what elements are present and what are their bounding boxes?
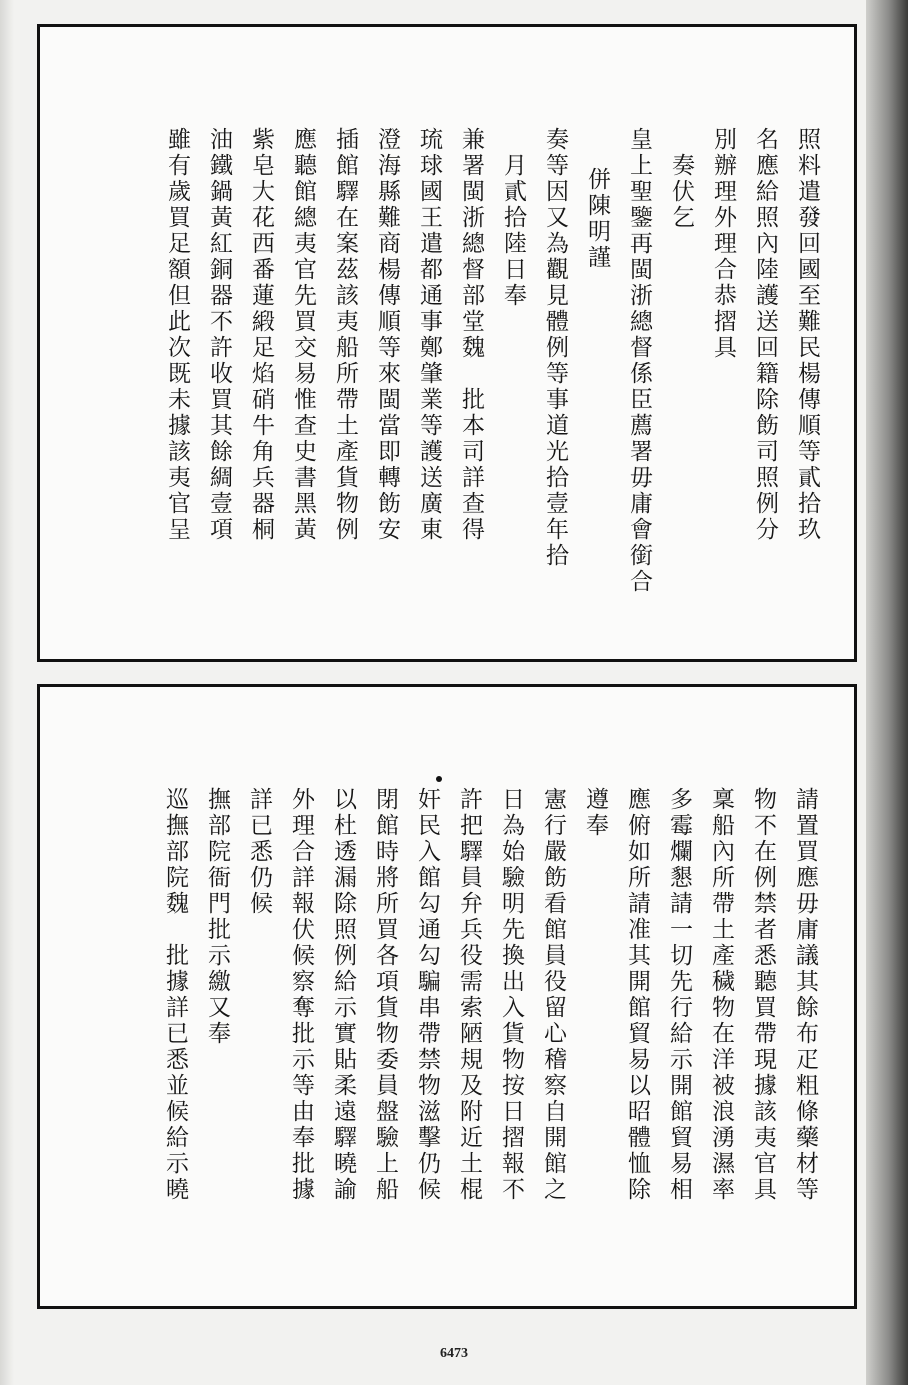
page-number: 6473	[440, 1346, 468, 1361]
text-column: 澄海縣難商楊傳順等來閩當即轉飭安	[374, 127, 400, 543]
text-column: 油鐵鍋黃紅銅器不許收買其餘綢壹項	[206, 127, 232, 543]
text-column: 日為始驗明先換出入貨物按日摺報不	[498, 787, 524, 1203]
text-column: 稟船內所帶土產穢物在洋被浪湧濕率	[708, 787, 734, 1203]
text-column: 奸民入館勾通勾騙串帶禁物滋擊仍候	[414, 787, 440, 1203]
top-document-panel	[37, 24, 857, 662]
text-column: 應俯如所請准其開館貿易以昭體恤除	[624, 787, 650, 1203]
page-edge-shadow-left	[0, 0, 14, 1385]
top-text-columns	[40, 27, 828, 659]
text-column: 外理合詳報伏候察奪批示等由奉批據	[288, 787, 314, 1203]
text-column: 閉館時將所買各項貨物委員盤驗上船	[372, 787, 398, 1203]
text-column: 詳已悉仍候	[246, 787, 272, 917]
text-column: 奏伏乞	[668, 153, 694, 231]
text-column: 名應給照內陸護送回籍除飭司照例分	[752, 127, 778, 543]
text-column: 請置買應毋庸議其餘布疋粗條藥材等	[792, 787, 818, 1203]
text-column: 兼署閩浙總督部堂魏 批本司詳查得	[458, 127, 484, 543]
ink-dot-mark	[436, 776, 442, 782]
text-column: 巡撫部院魏 批據詳已悉並候給示曉	[162, 787, 188, 1203]
text-column: 應聽館總夷官先買交易惟查史書黑黃	[290, 127, 316, 543]
text-column: 月貳拾陸日奉	[500, 153, 526, 309]
text-column: 紫皂大花西番蓮緞足焰硝牛角兵器桐	[248, 127, 274, 543]
text-column: 琉球國王遣都通事鄭肇業等護送廣東	[416, 127, 442, 543]
text-column: 雖有歲買足額但此次既未據該夷官呈	[164, 127, 190, 543]
text-column: 多霉爛懇請一切先行給示開館貿易相	[666, 787, 692, 1203]
bottom-text-columns	[40, 687, 826, 1306]
text-column: 照料遣發回國至難民楊傳順等貳拾玖	[794, 127, 820, 543]
text-column: 別辦理外理合恭摺具	[710, 127, 736, 361]
text-column: 憲行嚴飭看館員役留心稽察自開館之	[540, 787, 566, 1203]
text-column: 遵奉	[582, 787, 608, 839]
text-column: 奏等因又為觀見體例等事道光拾壹年拾	[542, 127, 568, 569]
text-column: 撫部院衙門批示繳又奉	[204, 787, 230, 1047]
text-column: 插館驛在案茲該夷船所帶土產貨物例	[332, 127, 358, 543]
bottom-document-panel	[37, 684, 857, 1309]
text-column: 皇上聖鑒再閩浙總督係臣薦署毋庸會銜合	[626, 127, 652, 595]
text-column: 以杜透漏除照例給示實貼柔遠驛曉諭	[330, 787, 356, 1203]
text-column: 物不在例禁者悉聽買帶現據該夷官具	[750, 787, 776, 1203]
text-column: 併陳明謹	[584, 167, 610, 271]
book-spine-shadow	[866, 0, 908, 1385]
text-column: 許把驛員弁兵役需索陋規及附近土棍	[456, 787, 482, 1203]
